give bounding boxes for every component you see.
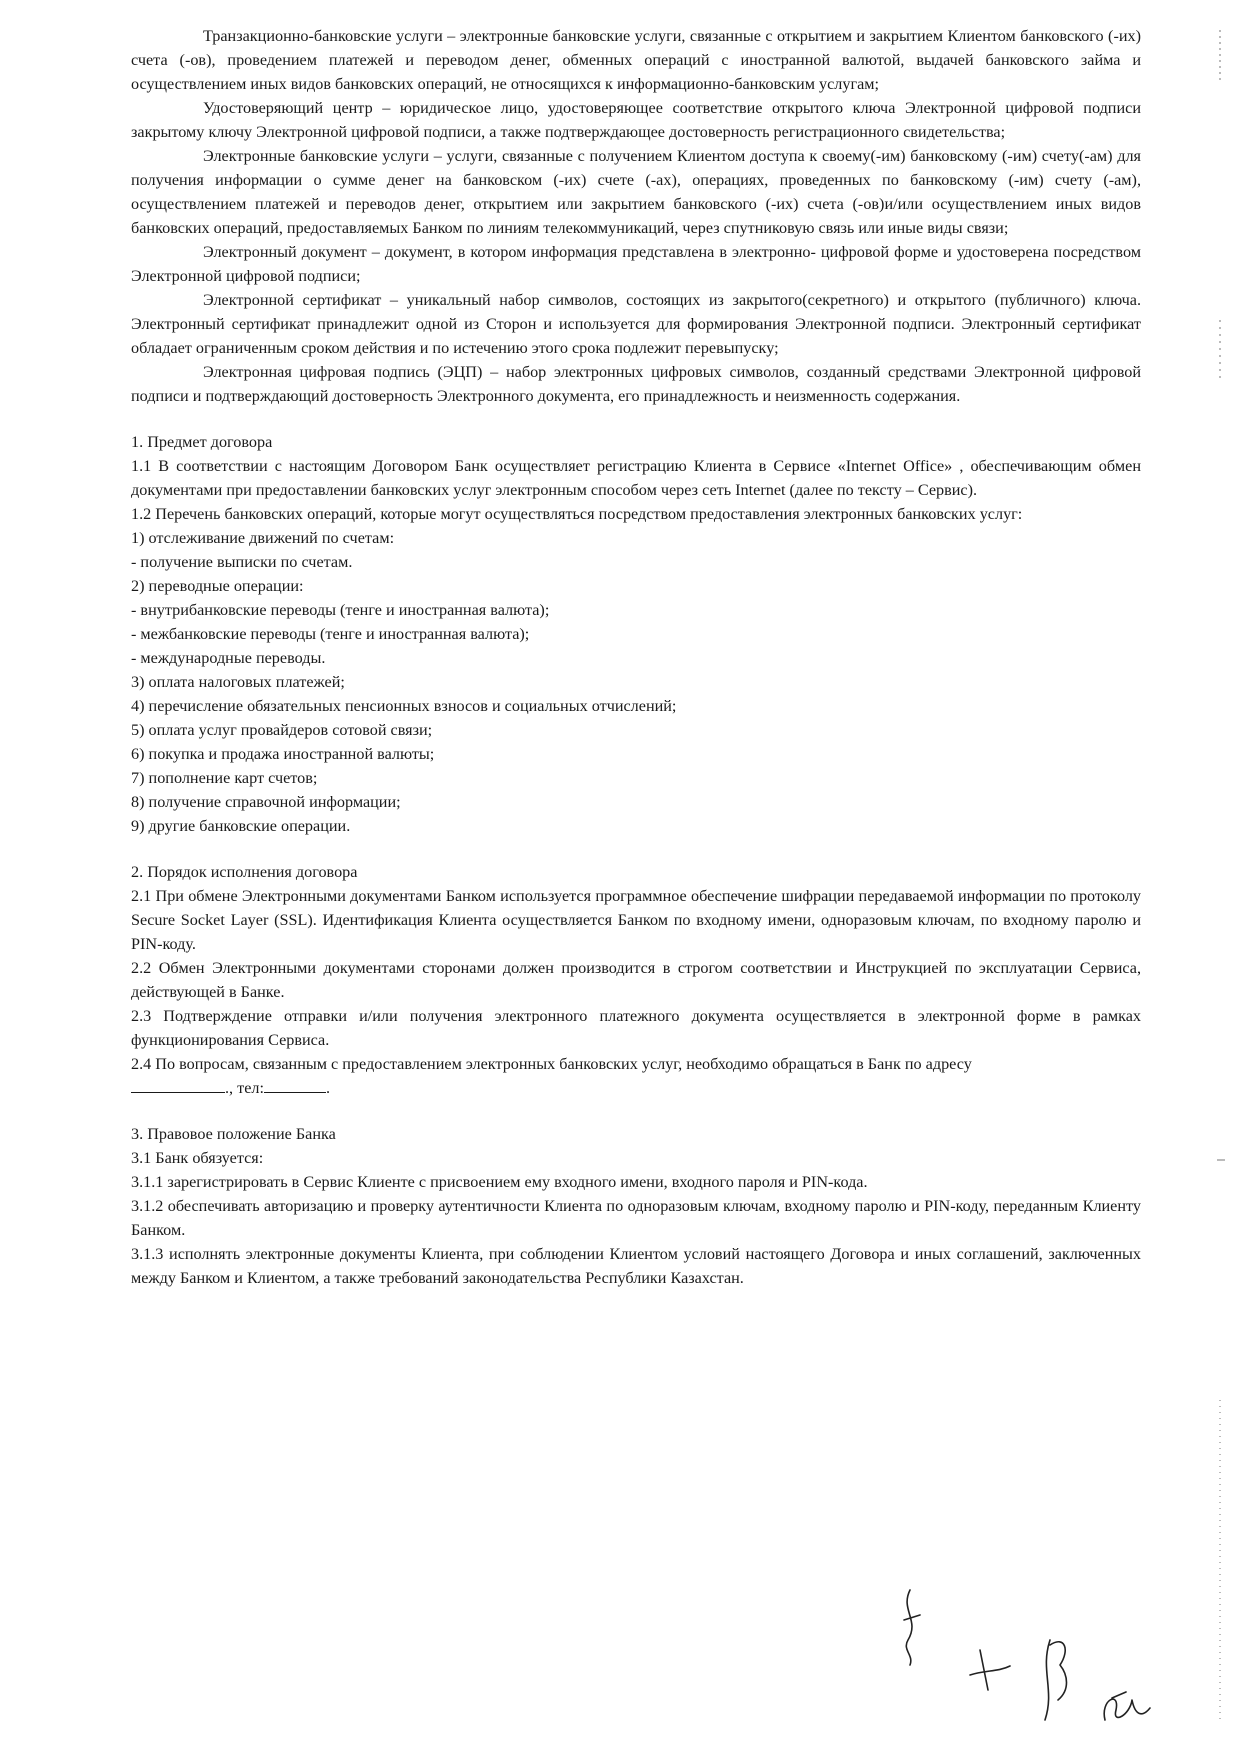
- clause-2-4-contacts: [131, 1076, 1141, 1100]
- list-item: - международные переводы.: [131, 649, 326, 667]
- definition-electronic-certificate: Электронной сертификат – уникальный набор символов, состоящих из закрытого(секретного) и открытого (публичного) ключа. Электронный сертификат принадлежит одной из Сторон и используется для формирования Электронной подписи. Электронный сертификат обладает ограниченным сроком действия и по истечению этого срока подлежит перевыпуску;: [131, 291, 1141, 357]
- clause-3-1-3: 3.1.3 исполнять электронные документы Клиента, при соблюдении Клиентом условий настоящего Договора и иных соглашений, заключенных между Банком и Клиентом, а также требований законодательства Республики Казахстан.: [131, 1245, 1141, 1287]
- operations-list: [131, 526, 1141, 838]
- section-execution: [131, 860, 1141, 1100]
- clause-2-3: 2.3 Подтверждение отправки и/или получения электронного платежного документа осуществляется в электронной форме в рамках функционирования Сервиса.: [131, 1007, 1141, 1049]
- clause-3-1-1: 3.1.1 зарегистрировать в Сервис Клиенте с присвоением ему входного имени, входного пароля и PIN-кода.: [131, 1173, 868, 1191]
- clause-1-1: 1.1 В соответствии с настоящим Договором Банк осуществляет регистрацию Клиента в Сервисе «Internet Office» , обеспечивающим обмен документами при предоставлении банковских услуг электронным способом через сеть Internet (далее по тексту – Сервис).: [131, 457, 1141, 499]
- list-item: 5) оплата услуг провайдеров сотовой связи;: [131, 721, 433, 739]
- list-item: - межбанковские переводы (тенге и иностранная валюта);: [131, 625, 530, 643]
- section-bank-legal-status: [131, 1122, 1141, 1290]
- section-title: 2. Порядок исполнения договора: [131, 863, 358, 881]
- phone-label: ., тел:: [225, 1079, 264, 1097]
- scan-edge-marks-graphic: [1216, 20, 1226, 1740]
- clause-3-1: 3.1 Банк обязуется:: [131, 1149, 264, 1167]
- section-title: 1. Предмет договора: [131, 433, 273, 451]
- clause-2-1: 2.1 При обмене Электронными документами Банком используется программное обеспечение шифрации передаваемой информации по протоколу Secure Socket Layer (SSL). Идентификация Клиента осуществляется Банком по входному имени, одноразовым ключам, по входному паролю и PIN-коду.: [131, 887, 1141, 953]
- section-subject: [131, 430, 1141, 838]
- clause-2-4: 2.4 По вопросам, связанным с предоставлением электронных банковских услуг, необходимо обращаться в Банк по адресу: [131, 1055, 972, 1073]
- list-item: 1) отслеживание движений по счетам:: [131, 529, 395, 547]
- address-blank: [131, 1076, 225, 1093]
- section-title: 3. Правовое положение Банка: [131, 1125, 336, 1143]
- clause-3-1-2: 3.1.2 обеспечивать авторизацию и проверку аутентичности Клиента по одноразовым ключам, входному паролю и PIN-коду, переданным Клиенту Банком.: [131, 1197, 1141, 1239]
- document-page: [131, 24, 1141, 1290]
- definition-digital-signature: Электронная цифровая подпись (ЭЦП) – набор электронных цифровых символов, созданный средствами Электронной цифровой подписи и подтверждающий достоверность Электронного документа, его принадлежность и неизменность содержания.: [131, 363, 1141, 405]
- scan-edge-marks: [1216, 20, 1226, 1740]
- list-item: 7) пополнение карт счетов;: [131, 769, 318, 787]
- signatures: [880, 1580, 1180, 1740]
- list-item: 8) получение справочной информации;: [131, 793, 401, 811]
- list-item: 9) другие банковские операции.: [131, 817, 351, 835]
- definitions-block: [131, 24, 1141, 408]
- definition-certification-center: Удостоверяющий центр – юридическое лицо, удостоверяющее соответствие открытого ключа Электронной цифровой подписи закрытому ключу Электронной цифровой подписи, а также подтверждающее достоверность регистрационного свидетельства;: [131, 99, 1141, 141]
- definition-electronic-banking-services: Электронные банковские услуги – услуги, связанные с получением Клиентом доступа к своему(-им) банковскому (-им) счету(-ам) для получения информации о сумме денег на банковском (-их) счете (-ах), операциях, проведенных по банковскому (-им) счету (-ам), осуществлением платежей и переводов денег, открытием или закрытием банковского (-их) счета (-ов)и/или осуществлением иных видов банковских операций, предоставляемых Банком по линиям телекоммуникаций, через спутниковую связь или иные виды связи;: [131, 147, 1141, 237]
- list-item: 2) переводные операции:: [131, 577, 304, 595]
- list-item: 3) оплата налоговых платежей;: [131, 673, 345, 691]
- definition-transaction-services: Транзакционно-банковские услуги – электронные банковские услуги, связанные с открытием и закрытием Клиентом банковского (-их) счета (-ов), проведением платежей и переводом денег, обменных операций с иностранной валютой, выдачей банковского займа и осуществлением иных видов банковских операций, не относящихся к информационно-банковским услугам;: [131, 27, 1141, 93]
- clause-end-mark: .: [325, 1079, 331, 1097]
- list-item: - получение выписки по счетам.: [131, 553, 353, 571]
- clause-1-2: 1.2 Перечень банковских операций, которые могут осуществляться посредством предоставления электронных банковских услуг:: [131, 505, 1023, 523]
- list-item: 6) покупка и продажа иностранной валюты;: [131, 745, 435, 763]
- list-item: 4) перечисление обязательных пенсионных взносов и социальных отчислений;: [131, 697, 677, 715]
- list-item: - внутрибанковские переводы (тенге и иностранная валюта);: [131, 601, 550, 619]
- handwritten-signatures: [880, 1580, 1180, 1740]
- definition-electronic-document: Электронный документ – документ, в котором информация представлена в электронно- цифровой форме и удостоверена посредством Электронной цифровой подписи;: [131, 243, 1141, 285]
- phone-blank: [264, 1076, 326, 1093]
- clause-2-2: 2.2 Обмен Электронными документами сторонами должен производится в строгом соответствии и Инструкцией по эксплуатации Сервиса, действующей в Банке.: [131, 959, 1141, 1001]
